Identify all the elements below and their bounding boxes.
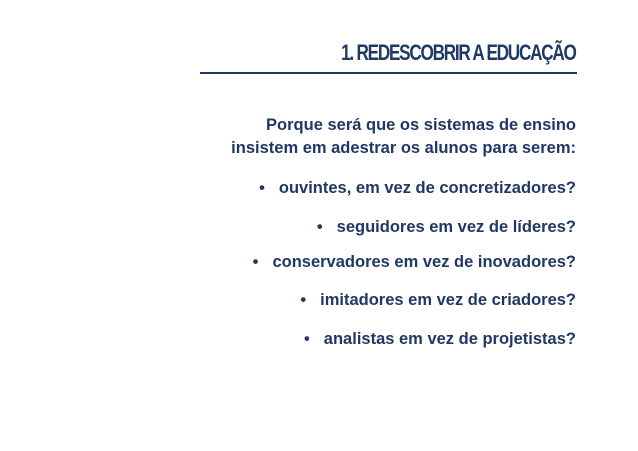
intro-line-2: insistem em adestrar os alunos para serem: (231, 139, 576, 157)
bullet-icon: • (304, 330, 310, 348)
bullet-item (253, 290, 576, 310)
bullet-icon: • (316, 218, 323, 236)
bullet-text: conservadores em vez de inovadores? (272, 253, 576, 271)
bullet-icon: • (259, 179, 265, 197)
intro-line-1: Porque será que os sistemas de ensino (266, 116, 576, 134)
bullet-icon: • (252, 253, 259, 271)
bullet-text: ouvintes, em vez de concretizadores? (278, 179, 576, 197)
bullet-item (253, 329, 576, 349)
bullet-text: analistas em vez de projetistas? (323, 330, 576, 348)
title-underline (200, 72, 577, 74)
bullet-item (253, 217, 576, 237)
bullet-text: imitadores em vez de criadores? (320, 291, 576, 309)
slide-title: 1. REDESCOBRIR A EDUCAÇÃO (341, 40, 576, 65)
bullet-text: seguidores em vez de líderes? (336, 218, 576, 236)
intro-text (176, 114, 576, 160)
bullet-list (253, 178, 576, 349)
bullet-icon: • (300, 291, 307, 309)
bullet-item (253, 178, 576, 198)
bullet-item (253, 252, 576, 272)
